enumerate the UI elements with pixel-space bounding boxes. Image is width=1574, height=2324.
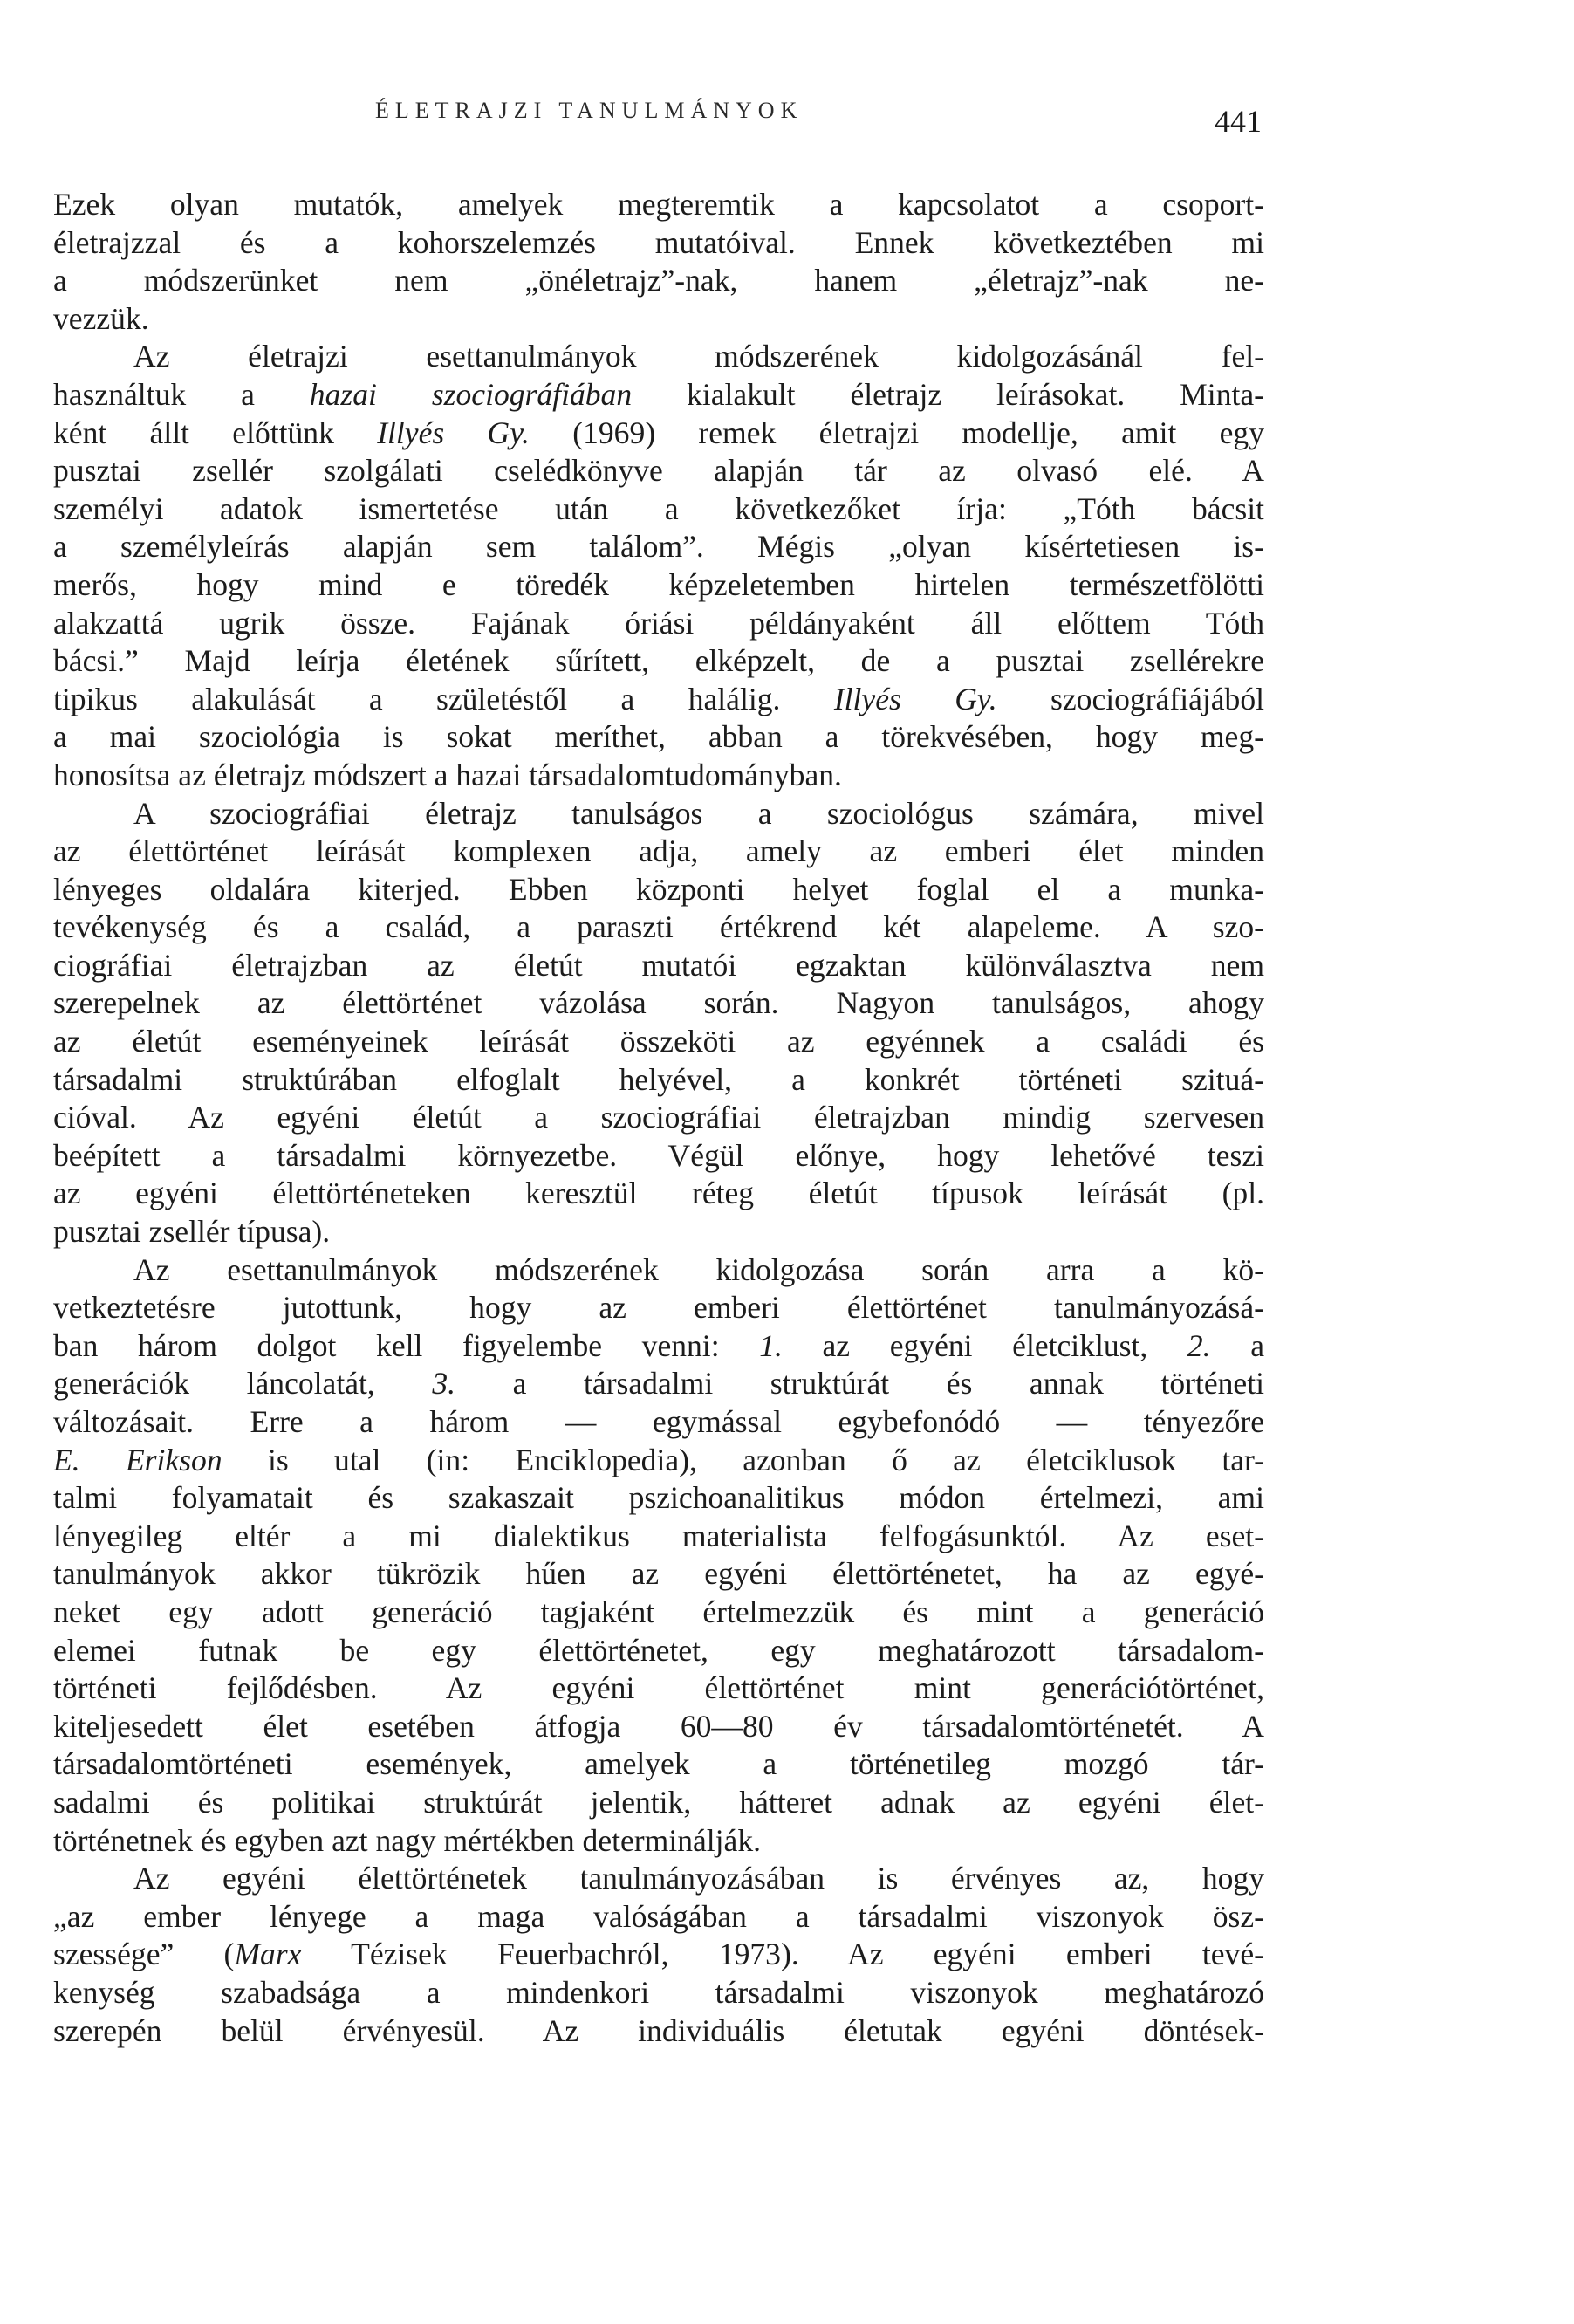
text-segment: cióval. Az egyéni életút a szociográfiai életrajzban mindig szervesen	[53, 1100, 1264, 1135]
text-segment: ban három dolgot kell figyelembe venni:	[53, 1327, 760, 1363]
text-line	[53, 1442, 1264, 1480]
text-segment: Ezek olyan mutatók, amelyek megteremtik a kapcsolatot a csoport-	[53, 187, 1264, 222]
text-line	[53, 1289, 1264, 1327]
italic-text: hazai szociográfiában	[309, 376, 633, 412]
text-line	[53, 415, 1264, 453]
text-segment: „az ember lényege a maga valóságában a társadalmi viszonyok ösz-	[53, 1898, 1264, 1934]
text-line	[53, 1023, 1264, 1061]
text-line	[53, 681, 1264, 719]
text-segment: a mai szociológia is sokat meríthet, abban a törekvésében, hogy meg-	[53, 719, 1264, 755]
text-segment: tipikus alakulását a születéstől a halálig.	[53, 681, 834, 716]
text-line	[53, 1632, 1264, 1670]
text-line	[53, 795, 1264, 833]
text-segment: történeti fejlődésben. Az egyéni élettörténet mint generációtörténet,	[53, 1670, 1264, 1706]
text-segment: Az életrajzi esettanulmányok módszerének kidolgozásánál fel-	[133, 339, 1264, 374]
text-segment: is utal (in: Enciklopedia), azonban ő az életciklusok tar-	[222, 1442, 1264, 1477]
text-segment: Az egyéni élettörténetek tanulmányozásában is érvényes az, hogy	[133, 1861, 1264, 1896]
text-line	[53, 452, 1264, 490]
text-line	[53, 871, 1264, 909]
text-segment: életrajzzal és a kohorszelemzés mutatóival. Ennek következtében mi	[53, 224, 1264, 260]
page-number: 441	[1215, 104, 1262, 139]
text-line	[53, 757, 1264, 795]
text-line	[53, 1860, 1264, 1898]
italic-text: 2.	[1187, 1327, 1211, 1363]
running-title: ÉLETRAJZI TANULMÁNYOK	[375, 98, 804, 123]
text-segment: ciográfiai életrajzban az életút mutatói egzaktan különválasztva nem	[53, 947, 1264, 983]
text-segment: a módszerünket nem „önéletrajz”-nak, hanem „életrajz”-nak ne-	[53, 263, 1264, 298]
text-line	[53, 1594, 1264, 1632]
text-segment: szerepén belül érvényesül. Az individuális életutak egyéni döntések-	[53, 2012, 1264, 2048]
text-segment: a személyleírás alapján sem találom”. Mégis „olyan kísértetiesen is-	[53, 529, 1264, 565]
text-line	[53, 1175, 1264, 1213]
text-segment: társadalmi struktúrában elfoglalt helyével, a konkrét történeti szituá-	[53, 1061, 1264, 1097]
text-segment: szociográfiájából	[996, 681, 1265, 716]
text-segment: honosítsa az életrajz módszert a hazai társadalomtudományban.	[53, 757, 842, 792]
text-segment: vezzük.	[53, 300, 149, 336]
text-segment: személyi adatok ismertetése után a következőket írja: „Tóth bácsit	[53, 490, 1264, 526]
text-segment: pusztai zsellér szolgálati cselédkönyve alapján tár az olvasó elé. A	[53, 453, 1264, 489]
text-segment: a	[1210, 1327, 1264, 1363]
text-segment: alakzattá ugrik össze. Fajának óriási példányaként áll előttem Tóth	[53, 605, 1264, 641]
text-segment: A szociográfiai életrajz tanulságos a szociológus számára, mivel	[133, 795, 1264, 831]
text-line	[53, 1708, 1264, 1746]
text-segment: az egyéni életciklust,	[782, 1327, 1187, 1363]
text-segment: az életút eseményeinek leírását összeköti az egyénnek a családi és	[53, 1024, 1264, 1059]
text-segment: kialakult életrajz leírásokat. Minta-	[632, 376, 1265, 412]
italic-text: E. Erikson	[53, 1442, 222, 1477]
text-line	[53, 1137, 1264, 1176]
text-segment: vetkeztetésre jutottunk, hogy az emberi élettörténet tanulmányozásá-	[53, 1290, 1264, 1326]
text-segment: szerepelnek az élettörténet vázolása során. Nagyon tanulságos, ahogy	[53, 985, 1264, 1021]
text-line	[53, 1898, 1264, 1937]
text-line	[53, 224, 1264, 263]
text-line	[53, 1936, 1264, 1974]
text-segment: bácsi.” Majd leírja életének sűrített, elképzelt, de a pusztai zsellérekre	[53, 643, 1264, 679]
text-line	[53, 1479, 1264, 1518]
text-line	[53, 1745, 1264, 1784]
text-segment: generációk láncolatát,	[53, 1366, 433, 1402]
text-line	[53, 1669, 1264, 1708]
text-segment: használtuk a	[53, 376, 310, 412]
italic-text: Marx	[234, 1937, 302, 1972]
text-line	[53, 1365, 1264, 1403]
text-line	[53, 2012, 1264, 2051]
text-segment: kiteljesedett élet esetében átfogja 60—80 év társadalomtörténetét. A	[53, 1708, 1264, 1744]
text-line	[53, 947, 1264, 985]
text-line	[53, 1518, 1264, 1556]
text-segment: történetnek és egyben azt nagy mértékben determinálják.	[53, 1822, 762, 1858]
text-segment: Tézisek Feuerbachról, 1973). Az egyéni emberi tevé-	[301, 1937, 1264, 1972]
text-line	[53, 1251, 1264, 1290]
text-segment: a társadalmi struktúrát és annak történeti	[455, 1366, 1264, 1402]
text-segment: talmi folyamatait és szakaszait pszichoanalitikus módon értelmezi, ami	[53, 1480, 1264, 1516]
text-segment: (1969) remek életrajzi modellje, amit egy	[529, 415, 1264, 450]
text-line	[53, 528, 1264, 566]
text-segment: szessége” (	[53, 1937, 235, 1972]
text-line	[53, 718, 1264, 757]
text-segment: változásait. Erre a három — egymással egybefonódó — tényezőre	[53, 1404, 1264, 1439]
text-line	[53, 1327, 1264, 1366]
text-line	[53, 338, 1264, 376]
text-segment: pusztai zsellér típusa).	[53, 1214, 331, 1250]
text-line	[53, 1403, 1264, 1442]
text-segment: tanulmányok akkor tükrözik hűen az egyéni élettörténetet, ha az egyé-	[53, 1556, 1264, 1592]
text-line	[53, 1061, 1264, 1100]
body-text	[53, 186, 1264, 2050]
text-segment: elemei futnak be egy élettörténetet, egy meghatározott társadalom-	[53, 1632, 1264, 1668]
text-line	[53, 833, 1264, 871]
italic-text: 1.	[759, 1327, 783, 1363]
text-line	[53, 186, 1264, 224]
text-line	[53, 908, 1264, 947]
text-line	[53, 490, 1264, 529]
text-segment: kenység szabadsága a mindenkori társadalmi viszonyok meghatározó	[53, 1974, 1264, 2010]
text-segment: sadalmi és politikai struktúrát jelentik, hátteret adnak az egyéni élet-	[53, 1784, 1264, 1820]
text-line	[53, 605, 1264, 643]
text-line	[53, 300, 1264, 339]
italic-text: Illyés Gy.	[833, 681, 997, 716]
text-line	[53, 1213, 1264, 1251]
text-segment: merős, hogy mind e töredék képzeletemben hirtelen természetfölötti	[53, 566, 1264, 602]
text-segment: ként állt előttünk	[53, 415, 378, 450]
text-line	[53, 1784, 1264, 1822]
text-line	[53, 566, 1264, 605]
text-line	[53, 1974, 1264, 2012]
italic-text: Illyés Gy.	[377, 415, 530, 450]
text-line	[53, 1822, 1264, 1861]
text-line	[53, 642, 1264, 681]
text-segment: tevékenység és a család, a paraszti értékrend két alapeleme. A szo-	[53, 909, 1264, 945]
text-line	[53, 984, 1264, 1023]
text-line	[53, 262, 1264, 300]
text-segment: társadalomtörténeti események, amelyek a történetileg mozgó tár-	[53, 1746, 1264, 1782]
text-line	[53, 376, 1264, 415]
text-segment: az egyéni élettörténeteken keresztül réteg életút típusok leírását (pl.	[53, 1176, 1264, 1211]
text-segment: neket egy adott generáció tagjaként értelmezzük és mint a generáció	[53, 1594, 1264, 1629]
italic-text: 3.	[432, 1366, 456, 1402]
text-segment: az élettörténet leírását komplexen adja, amely az emberi élet minden	[53, 833, 1264, 869]
text-line	[53, 1099, 1264, 1137]
text-segment: lényeges oldalára kiterjed. Ebben központi helyet foglal el a munka-	[53, 871, 1264, 907]
text-line	[53, 1555, 1264, 1594]
text-segment: lényegileg eltér a mi dialektikus materialista felfogásunktól. Az eset-	[53, 1518, 1264, 1553]
text-segment: beépített a társadalmi környezetbe. Végül előnye, hogy lehetővé teszi	[53, 1137, 1264, 1173]
text-segment: Az esettanulmányok módszerének kidolgozása során arra a kö-	[133, 1251, 1264, 1287]
